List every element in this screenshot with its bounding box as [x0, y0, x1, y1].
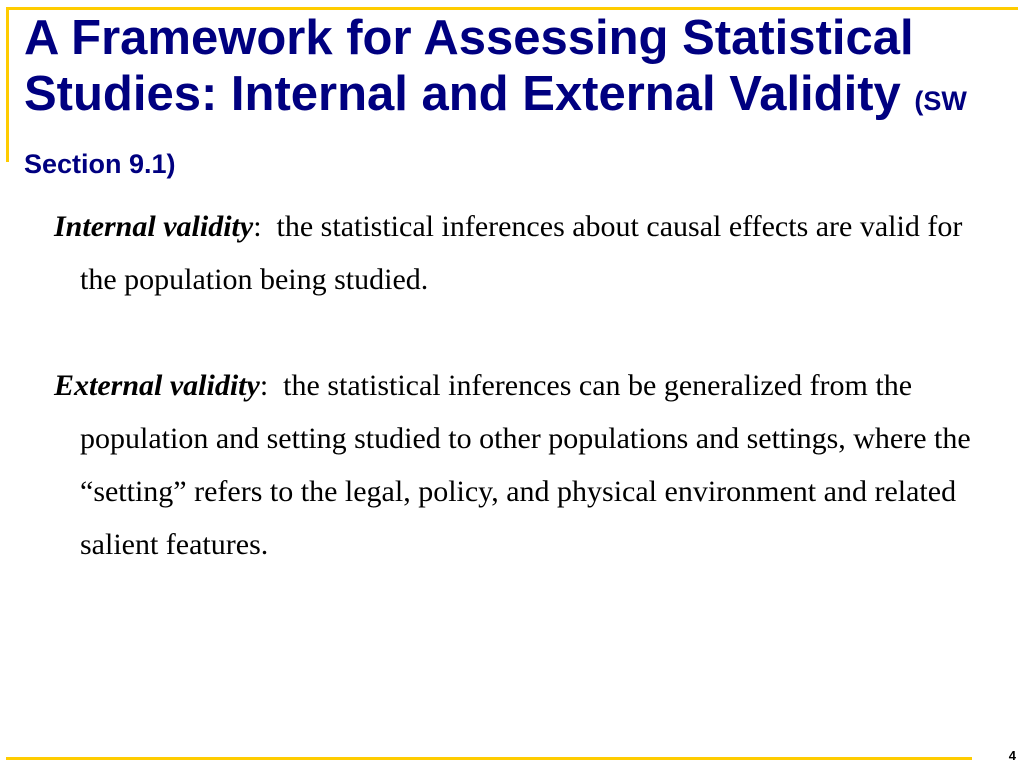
external-validity-separator: : — [259, 369, 269, 402]
page-number: 4 — [1008, 748, 1016, 763]
internal-validity-definition: the statistical inferences about causal effects are valid for the population being studied. — [80, 210, 963, 296]
internal-validity-separator: : — [253, 210, 262, 243]
slide-title-text: A Framework for Assessing Statistical Studies: Internal and External Validity — [24, 11, 914, 121]
left-accent-rule — [6, 7, 9, 162]
bottom-accent-rule — [6, 757, 972, 760]
external-validity-paragraph — [54, 359, 994, 571]
slide-title — [24, 10, 984, 192]
slide-body — [54, 200, 994, 571]
external-validity-term: External validity — [54, 369, 260, 402]
external-validity-definition: the statistical inferences can be generalized from the population and setting studied to other populations and settings, where the “setting” refers to the legal, policy, and physical environment and related salient features. — [80, 369, 971, 561]
internal-validity-paragraph — [54, 200, 994, 306]
internal-validity-term: Internal validity — [54, 210, 254, 243]
slide-subtitle: (SW Section 9.1) — [24, 86, 967, 179]
